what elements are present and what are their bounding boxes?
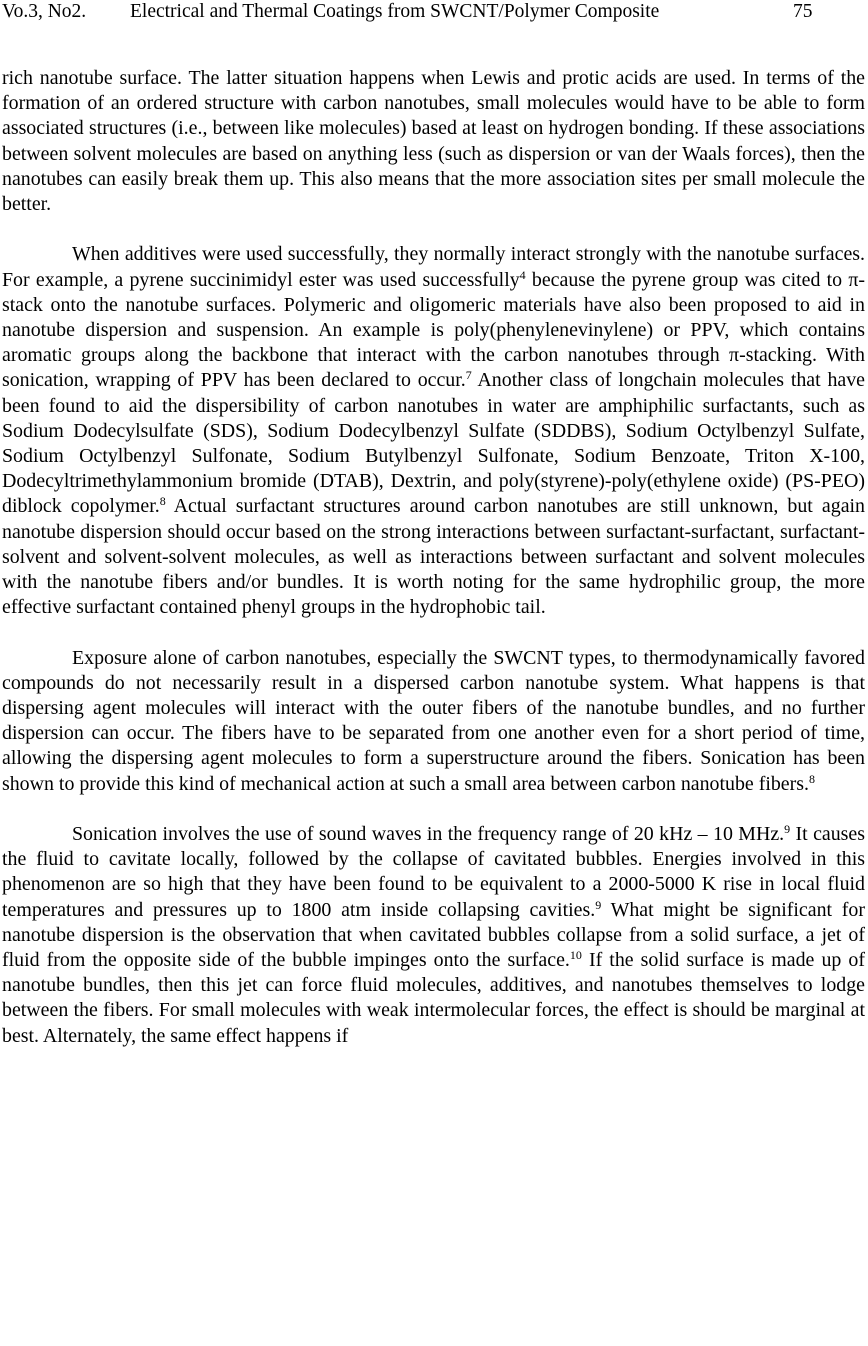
body-text [2, 66, 865, 1049]
citation-reference: 9 [595, 897, 602, 912]
citation-reference: 7 [465, 368, 472, 383]
paragraph-text: When additives were used successfully, they normally interact strongly with the nanotube surfaces. For example, a pyrene succinimidyl ester was used successfully [2, 243, 865, 291]
paragraph-1 [2, 66, 865, 217]
citation-reference: 10 [569, 948, 582, 963]
paragraph-text: What might be significant for nanotube dispersion is the observation that when cavitated bubbles collapse from a solid surface, a jet of fluid from the opposite side of the bubble impinges onto the surface. [2, 898, 866, 972]
paragraph-text: Exposure alone of carbon nanotubes, especially the SWCNT types, to thermodynamically favored compounds do not necessarily result in a dispersed carbon nanotube system. What happens is that dispersing agent molecules will interact with the outer fibers of the nanotube bundles, and no further dispersion can occur. The fibers have to be separated from one another even for a short period of time, allowing the dispersing agent molecules to form a superstructure around the fibers. Sonication has been shown to provide this kind of mechanical action at such a small area between carbon nanotube fibers. [2, 646, 865, 795]
page-number: 75 [793, 1, 813, 22]
paragraph-text: Another class of longchain molecules that have been found to aid the dispersibility of carbon nanotubes in water are amphiphilic surfactants, such as Sodium Dodecylsulfate (SDS), Sodium Dodecylbenzyl Sulfate (SDDBS), Sodium Octylbenzyl Sulfate, Sodium Octylbenzyl Sulfonate, Sodium Butylbenzyl Sulfonate, Sodium Benzoate, Triton X-100, Dodecyltrimethylammonium bromide (DTAB), Dextrin, and poly(styrene)-poly(ethylene oxide) (PS-PEO) diblock copolymer. [2, 369, 865, 518]
running-title: Electrical and Thermal Coatings from SWCNT/Polymer Composite [130, 1, 660, 22]
paragraph-text: If the solid surface is made up of nanotube bundles, then this jet can force fluid molecules, additives, and nanotubes themselves to lodge between the fibers. For small molecules with weak intermolecular forces, the effect is should be marginal at best. Alternately, the same effect happens if [2, 949, 865, 1047]
paragraph-text: because the pyrene group was cited to π-stack onto the nanotube surfaces. Polymeric and oligomeric materials have also been proposed to aid in nanotube dispersion and suspension. An example is poly(phenylenevinylene) or PPV, which contains aromatic groups along the backbone that interact with the carbon nanotubes through π-stacking. With sonication, wrapping of PPV has been declared to occur. [2, 268, 865, 392]
journal-volume-issue: Vo.3, No2. [2, 1, 87, 22]
citation-reference: 8 [159, 494, 166, 509]
citation-reference: 9 [784, 822, 791, 837]
paragraph-text: Actual surfactant structures around carbon nanotubes are still unknown, but again nanotube dispersion should occur based on the strong interactions between surfactant-surfactant, surfactant-solvent and solvent-solvent molecules, as well as interactions between surfactant and solvent molecules with the nanotube fibers and/or bundles. It is worth noting for the same hydrophilic group, the more effective surfactant contained phenyl groups in the hydrophobic tail. [2, 495, 865, 619]
paragraph-3 [2, 646, 865, 797]
citation-reference: 8 [808, 771, 815, 786]
paragraph-2 [2, 242, 865, 620]
running-header [0, 0, 868, 26]
citation-reference: 4 [519, 267, 526, 282]
paragraph-text: rich nanotube surface. The latter situation happens when Lewis and protic acids are used. In terms of the formation of an ordered structure with carbon nanotubes, small molecules would have to be able to form associated structures (i.e., between like molecules) based at least on hydrogen bonding. If these associations between solvent molecules are based on anything less (such as dispersion or van der Waals forces), then the nanotubes can easily break them up. This also means that the more association sites per small molecule the better. [2, 67, 865, 216]
paragraph-4 [2, 822, 865, 1049]
paragraph-text: It causes the fluid to cavitate locally, followed by the collapse of cavitated bubbles. Energies involved in this phenomenon are so high that they have been found to be equivalent to a 2000-5000 K rise in local fluid temperatures and pressures up to 1800 atm inside collapsing cavities. [2, 823, 865, 921]
paragraph-text: Sonication involves the use of sound waves in the frequency range of 20 kHz – 10 MHz. [72, 823, 785, 846]
